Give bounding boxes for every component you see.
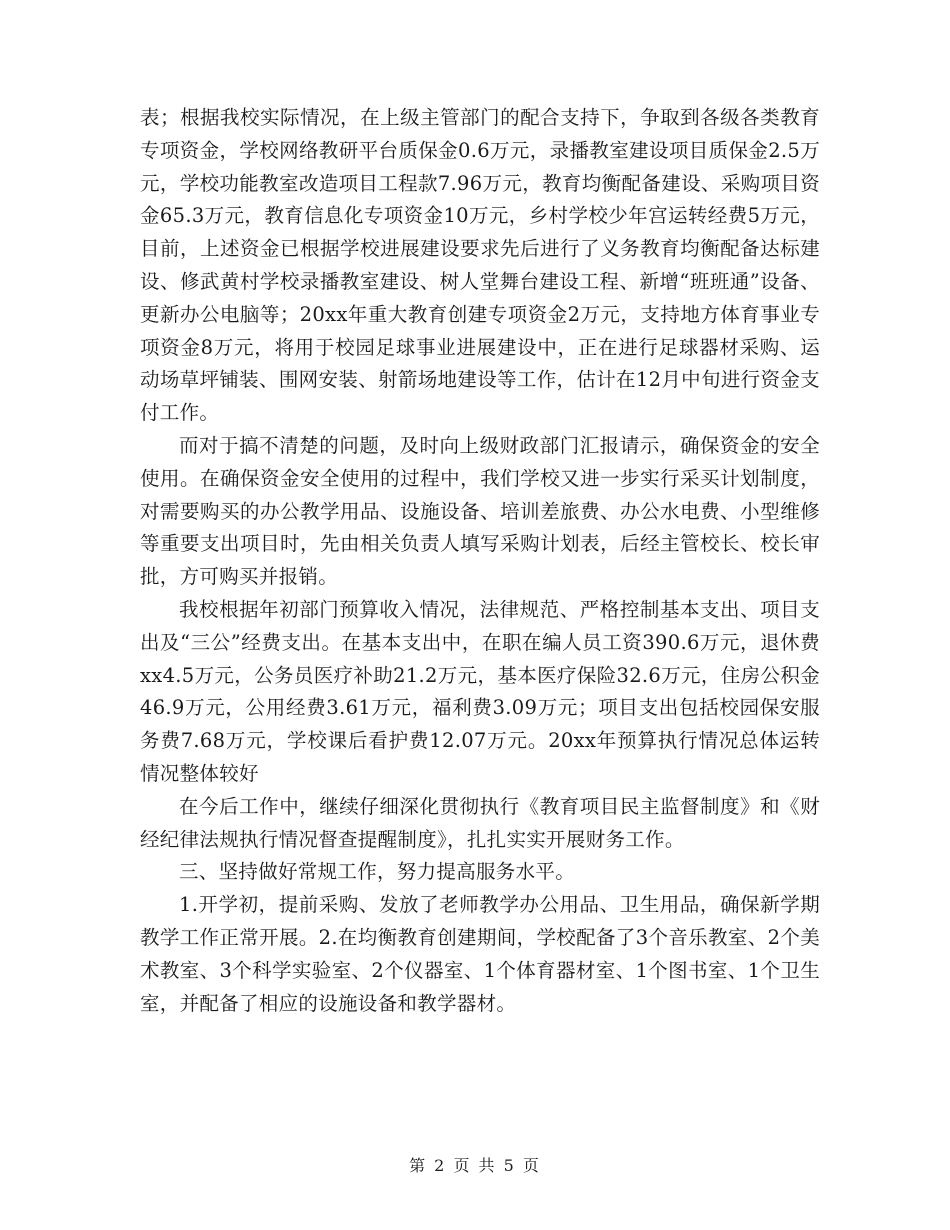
page-number-footer: 第 2 页 共 5 页: [409, 1156, 541, 1175]
paragraph-continuation: 表；根据我校实际情况，在上级主管部门的配合支持下，争取到各级各类教育专项资金，学校网络教研平台质保金0.6万元，录播教室建设项目质保金2.5万元，学校功能教室改造项目工程款7.96万元，教育均衡配备建设、采购项目资金65.3万元，教育信息化专项资金10万元，乡村学校少年宫运转经费5万元，目前，上述资金已根据学校进展建设要求先后进行了义务教育均衡配备达标建设、修武黄村学校录播教室建设、树人堂舞台建设工程、新增“班班通”设备、更新办公电脑等；20xx年重大教育创建专项资金2万元，支持地方体育事业专项资金8万元，将用于校园足球事业进展建设中，正在进行足球器材采购、运动场草坪铺装、围网安装、射箭场地建设等工作，估计在12月中旬进行资金支付工作。: [140, 106, 820, 425]
paragraph-budget-execution: 我校根据年初部门预算收入情况，法律规范、严格控制基本支出、项目支出及“三公”经费支出。在基本支出中，在职在编人员工资390.6万元，退休费xx4.5万元，公务员医疗补助21.2万元，基本医疗保险32.6万元，住房公积金46.9万元，公用经费3.61万元，福利费3.09万元；项目支出包括校园保安服务费7.68万元，学校课后看护费12.07万元。20xx年预算执行情况总体运转情况整体较好: [140, 597, 820, 785]
section-heading-3: 三、坚持做好常规工作，努力提高服务水平。: [179, 860, 576, 884]
paragraph-future-work: 在今后工作中，继续仔细深化贯彻执行《教育项目民主监督制度》和《财经纪律法规执行情况督查提醒制度》，扎扎实实开展财务工作。: [140, 794, 820, 851]
document-body: [140, 102, 820, 1020]
paragraph-routine-work: 1.开学初，提前采购、发放了老师教学办公用品、卫生用品，确保新学期教学工作正常开展。2.在均衡教育创建期间，学校配备了3个音乐教室、2个美术教室、3个科学实验室、2个仪器室、1个体育器材室、1个图书室、1个卫生室，并配备了相应的设施设备和教学器材。: [140, 893, 820, 1015]
paragraph-fund-safety: 而对于搞不清楚的问题，及时向上级财政部门汇报请示，确保资金的安全使用。在确保资金安全使用的过程中，我们学校又进一步实行采买计划制度，对需要购买的办公教学用品、设施设备、培训差旅费、办公水电费、小型维修等重要支出项目时，先由相关负责人填写采购计划表，后经主管校长、校长审批，方可购买并报销。: [140, 433, 820, 589]
